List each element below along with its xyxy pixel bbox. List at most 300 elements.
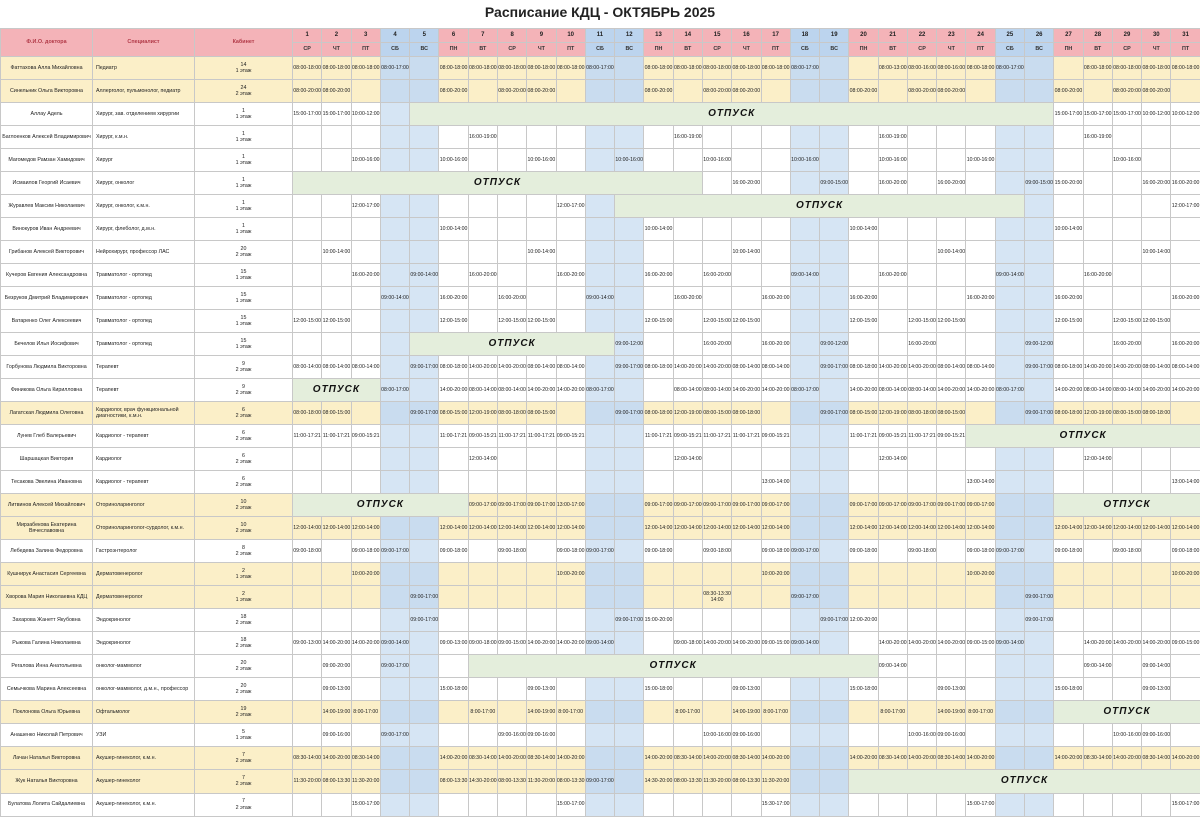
schedule-cell <box>497 218 526 241</box>
schedule-cell: 08:00-20:00 <box>1054 80 1083 103</box>
schedule-cell <box>878 310 907 333</box>
doctor-row <box>1 494 1200 517</box>
day-header: 16 <box>732 29 761 43</box>
schedule-cell <box>556 448 585 471</box>
schedule-cell: 08:00-18:00 <box>644 356 673 379</box>
schedule-cell: 16:00-20:00 <box>878 264 907 287</box>
schedule-cell <box>790 425 819 448</box>
schedule-cell: 09:00-17:00 <box>966 494 995 517</box>
schedule-cell <box>1142 218 1171 241</box>
schedule-cell <box>1054 586 1083 609</box>
schedule-cell: 09:00-17:00 <box>585 770 614 793</box>
vacation-cell: ОТПУСК <box>966 425 1200 448</box>
schedule-cell: 14:00-19:00 <box>732 701 761 724</box>
schedule-cell <box>351 471 380 494</box>
schedule-cell: 16:00-19:00 <box>1083 126 1112 149</box>
schedule-cell <box>1171 218 1200 241</box>
schedule-cell: 08:00-17:00 <box>585 379 614 402</box>
schedule-cell <box>468 241 497 264</box>
schedule-cell <box>1112 609 1141 632</box>
schedule-cell <box>615 241 644 264</box>
schedule-cell: 10:00-16:00 <box>351 149 380 172</box>
schedule-cell: 10:00-20:00 <box>761 563 790 586</box>
schedule-cell: 08:00-17:00 <box>380 379 409 402</box>
schedule-cell <box>790 678 819 701</box>
day-header: 10 <box>556 29 585 43</box>
schedule-cell <box>556 609 585 632</box>
schedule-cell <box>585 264 614 287</box>
schedule-cell <box>907 126 936 149</box>
schedule-cell <box>849 701 878 724</box>
schedule-cell <box>1083 724 1112 747</box>
doctor-row <box>1 195 1200 218</box>
schedule-cell <box>702 471 731 494</box>
schedule-cell: 11:30-20:00 <box>527 770 556 793</box>
schedule-cell <box>820 770 849 793</box>
schedule-cell <box>410 241 439 264</box>
schedule-cell <box>410 655 439 678</box>
schedule-cell: 09:00-17:00 <box>732 494 761 517</box>
doctor-row <box>1 701 1200 724</box>
schedule-cell <box>439 195 468 218</box>
schedule-cell: 09:00-17:00 <box>1025 356 1054 379</box>
schedule-cell: 09:00-17:00 <box>380 724 409 747</box>
schedule-cell: 08:00-18:00 <box>322 57 351 80</box>
schedule-cell: 08:00-16:00 <box>937 57 966 80</box>
schedule-cell <box>790 471 819 494</box>
schedule-cell <box>527 540 556 563</box>
schedule-cell <box>410 678 439 701</box>
doctor-specialty: Акушер-гинеколог, к.м.н. <box>93 747 195 770</box>
schedule-cell: 10:00-16:00 <box>966 149 995 172</box>
schedule-cell <box>849 126 878 149</box>
schedule-cell <box>1054 448 1083 471</box>
schedule-cell: 08:00-15:00 <box>702 402 731 425</box>
schedule-cell <box>351 609 380 632</box>
schedule-cell: 10:00-12:00 <box>351 103 380 126</box>
doctor-name: Синельник Ольга Викторовна <box>1 80 93 103</box>
schedule-cell <box>497 701 526 724</box>
schedule-cell: 15:00-17:00 <box>1171 793 1200 816</box>
schedule-cell: 08:00-18:00 <box>439 356 468 379</box>
schedule-cell <box>673 310 702 333</box>
schedule-cell: 08:00-13:30 <box>439 770 468 793</box>
schedule-cell: 14:00-20:00 <box>1112 356 1141 379</box>
schedule-cell: 09:00-14:00 <box>585 287 614 310</box>
schedule-cell <box>351 218 380 241</box>
schedule-cell <box>1083 218 1112 241</box>
schedule-cell: 09:00-13:00 <box>527 678 556 701</box>
schedule-cell <box>293 471 322 494</box>
schedule-cell <box>1025 149 1054 172</box>
schedule-cell: 08:30-14:00 <box>732 747 761 770</box>
schedule-cell <box>556 126 585 149</box>
schedule-cell: 14:00-20:00 <box>878 632 907 655</box>
schedule-cell: 12:00-14:00 <box>1083 448 1112 471</box>
schedule-cell: 12:00-14:00 <box>468 448 497 471</box>
schedule-cell <box>1054 609 1083 632</box>
doctor-specialty: Терапевт <box>93 379 195 402</box>
day-header: 30 <box>1142 29 1171 43</box>
schedule-cell: 09:00-17:00 <box>410 586 439 609</box>
schedule-cell <box>380 310 409 333</box>
schedule-cell: 08:00-18:00 <box>439 57 468 80</box>
schedule-cell <box>995 333 1024 356</box>
schedule-cell <box>790 517 819 540</box>
room-number: 15 1 этаж <box>195 287 293 310</box>
schedule-cell: 15:00-18:00 <box>849 678 878 701</box>
schedule-cell: 10:00-20:00 <box>966 563 995 586</box>
room-number: 14 1 этаж <box>195 57 293 80</box>
schedule-cell: 14:00-20:00 <box>907 356 936 379</box>
room-number: 24 2 этаж <box>195 80 293 103</box>
schedule-cell <box>820 701 849 724</box>
schedule-cell <box>1025 494 1054 517</box>
schedule-cell: 09:00-18:00 <box>1171 540 1200 563</box>
schedule-cell: 09:00-15:21 <box>673 425 702 448</box>
schedule-cell <box>907 586 936 609</box>
weekday-header: ПН <box>644 43 673 57</box>
schedule-cell: 09:00-17:00 <box>820 609 849 632</box>
schedule-cell <box>1142 448 1171 471</box>
doctor-row <box>1 678 1200 701</box>
schedule-cell <box>585 609 614 632</box>
schedule-cell <box>410 379 439 402</box>
schedule-cell: 14:00-20:00 <box>702 747 731 770</box>
schedule-cell <box>732 793 761 816</box>
schedule-cell <box>468 540 497 563</box>
doctor-row <box>1 563 1200 586</box>
schedule-cell <box>907 655 936 678</box>
schedule-cell <box>820 586 849 609</box>
doctor-specialty: Оториноларинголог-сурдолог, к.м.н. <box>93 517 195 540</box>
schedule-cell: 10:00-12:00 <box>1142 103 1171 126</box>
schedule-cell <box>1054 333 1083 356</box>
doctor-row <box>1 609 1200 632</box>
schedule-cell: 12:00-17:00 <box>556 195 585 218</box>
schedule-cell <box>615 379 644 402</box>
schedule-cell <box>995 678 1024 701</box>
schedule-cell <box>380 701 409 724</box>
schedule-cell <box>585 425 614 448</box>
schedule-cell <box>439 563 468 586</box>
schedule-cell <box>907 172 936 195</box>
schedule-cell: 8:00-17:00 <box>351 701 380 724</box>
doctor-name: Анашенко Николай Петрович <box>1 724 93 747</box>
schedule-cell <box>995 448 1024 471</box>
schedule-cell: 09:00-17:00 <box>527 494 556 517</box>
schedule-cell <box>849 632 878 655</box>
weekday-header: ВС <box>820 43 849 57</box>
schedule-cell: 08:00-20:00 <box>702 80 731 103</box>
schedule-cell <box>293 149 322 172</box>
weekday-header: ВТ <box>468 43 497 57</box>
schedule-cell <box>820 793 849 816</box>
schedule-cell <box>1112 471 1141 494</box>
schedule-cell: 09:00-17:00 <box>907 494 936 517</box>
schedule-cell <box>439 724 468 747</box>
schedule-cell: 12:00-15:00 <box>497 310 526 333</box>
schedule-cell <box>497 126 526 149</box>
schedule-cell: 16:00-20:00 <box>644 264 673 287</box>
schedule-cell <box>585 310 614 333</box>
schedule-cell: 09:00-18:00 <box>702 540 731 563</box>
schedule-cell <box>351 287 380 310</box>
schedule-cell: 08:00-14:00 <box>556 356 585 379</box>
schedule-cell <box>1083 241 1112 264</box>
schedule-cell <box>585 448 614 471</box>
day-header: 29 <box>1112 29 1141 43</box>
schedule-cell <box>293 793 322 816</box>
schedule-cell <box>410 701 439 724</box>
schedule-cell <box>820 241 849 264</box>
schedule-cell <box>322 448 351 471</box>
schedule-cell <box>732 287 761 310</box>
schedule-cell: 08:30-14:00 <box>878 747 907 770</box>
schedule-cell <box>790 747 819 770</box>
schedule-cell <box>937 264 966 287</box>
schedule-cell <box>907 793 936 816</box>
schedule-cell <box>585 356 614 379</box>
doctor-specialty: Акушер-гинеколог <box>93 770 195 793</box>
schedule-cell <box>966 678 995 701</box>
vacation-cell: ОТПУСК <box>293 379 381 402</box>
schedule-cell: 09:00-17:00 <box>702 494 731 517</box>
schedule-cell: 12:00-14:00 <box>1083 517 1112 540</box>
room-number: 6 2 этаж <box>195 402 293 425</box>
schedule-cell: 14:00-20:00 <box>849 379 878 402</box>
schedule-cell <box>468 678 497 701</box>
schedule-cell <box>615 678 644 701</box>
schedule-cell: 09:00-18:00 <box>439 540 468 563</box>
schedule-cell <box>849 333 878 356</box>
schedule-cell: 09:00-17:00 <box>380 655 409 678</box>
schedule-cell <box>1083 310 1112 333</box>
schedule-cell: 12:00-14:00 <box>322 517 351 540</box>
schedule-cell: 14:00-20:00 <box>1171 379 1200 402</box>
schedule-cell: 16:00-20:00 <box>702 264 731 287</box>
schedule-cell: 08:00-15:00 <box>527 402 556 425</box>
doctor-specialty: Дерматовенеролог <box>93 563 195 586</box>
schedule-cell: 08:00-20:00 <box>1112 80 1141 103</box>
schedule-cell: 08:00-14:00 <box>878 379 907 402</box>
day-header: 6 <box>439 29 468 43</box>
schedule-cell <box>380 218 409 241</box>
day-header: 5 <box>410 29 439 43</box>
schedule-cell <box>790 609 819 632</box>
schedule-cell <box>995 701 1024 724</box>
schedule-cell <box>1112 678 1141 701</box>
schedule-cell <box>468 218 497 241</box>
schedule-cell <box>820 126 849 149</box>
schedule-cell <box>497 563 526 586</box>
schedule-cell: 09:00-18:00 <box>966 540 995 563</box>
doctor-row <box>1 448 1200 471</box>
schedule-cell <box>293 241 322 264</box>
day-header: 1 <box>293 29 322 43</box>
schedule-cell <box>497 195 526 218</box>
schedule-cell: 10:00-16:00 <box>702 149 731 172</box>
doctor-specialty: Кардиолог - терапевт <box>93 425 195 448</box>
schedule-cell: 12:00-17:00 <box>351 195 380 218</box>
schedule-cell <box>1025 287 1054 310</box>
schedule-cell <box>790 448 819 471</box>
schedule-cell <box>1112 195 1141 218</box>
schedule-cell: 09:00-16:00 <box>322 724 351 747</box>
schedule-cell: 16:00-20:00 <box>907 333 936 356</box>
schedule-cell <box>615 517 644 540</box>
schedule-cell: 08:00-18:00 <box>702 57 731 80</box>
schedule-cell: 15:00-17:00 <box>966 793 995 816</box>
schedule-cell <box>702 126 731 149</box>
doctor-specialty: Травматолог - ортопед <box>93 264 195 287</box>
schedule-cell: 12:00-14:00 <box>497 517 526 540</box>
schedule-cell <box>702 448 731 471</box>
schedule-cell <box>1054 655 1083 678</box>
schedule-cell <box>790 80 819 103</box>
schedule-cell <box>849 563 878 586</box>
schedule-cell: 12:00-14:00 <box>849 517 878 540</box>
schedule-cell <box>1171 448 1200 471</box>
schedule-cell <box>322 287 351 310</box>
schedule-cell <box>673 149 702 172</box>
schedule-cell <box>585 678 614 701</box>
schedule-cell <box>907 701 936 724</box>
doctor-row <box>1 57 1200 80</box>
schedule-cell <box>410 195 439 218</box>
doctor-name: Регалова Инна Анатольевна <box>1 655 93 678</box>
schedule-cell <box>820 379 849 402</box>
schedule-cell <box>878 218 907 241</box>
room-number: 9 2 этаж <box>195 379 293 402</box>
doctor-row <box>1 103 1200 126</box>
schedule-cell <box>380 747 409 770</box>
schedule-cell: 08:00-13:30 <box>673 770 702 793</box>
schedule-cell <box>615 563 644 586</box>
schedule-cell: 08:00-18:00 <box>849 356 878 379</box>
schedule-cell: 08:00-18:00 <box>966 57 995 80</box>
schedule-cell <box>380 586 409 609</box>
schedule-cell: 11:00-17:21 <box>293 425 322 448</box>
vacation-cell: ОТПУСК <box>849 770 1200 793</box>
schedule-cell <box>527 287 556 310</box>
day-header: 19 <box>820 29 849 43</box>
schedule-cell <box>1142 195 1171 218</box>
schedule-cell <box>849 586 878 609</box>
schedule-cell <box>966 241 995 264</box>
schedule-cell <box>907 149 936 172</box>
schedule-cell <box>878 678 907 701</box>
schedule-cell: 11:00-17:21 <box>322 425 351 448</box>
schedule-cell: 12:00-15:00 <box>644 310 673 333</box>
schedule-cell: 08:00-14:00 <box>1112 379 1141 402</box>
schedule-cell: 8:00-17:00 <box>878 701 907 724</box>
schedule-cell: 08:00-14:00 <box>907 379 936 402</box>
schedule-cell: 14:00-20:00 <box>1083 632 1112 655</box>
schedule-cell: 08:00-14:00 <box>322 356 351 379</box>
schedule-cell: 16:00-20:00 <box>1112 333 1141 356</box>
day-header: 9 <box>527 29 556 43</box>
schedule-cell: 14:00-20:00 <box>878 356 907 379</box>
room-number: 1 1 этаж <box>195 103 293 126</box>
schedule-cell <box>644 793 673 816</box>
schedule-cell <box>527 586 556 609</box>
schedule-cell: 15:00-18:00 <box>644 678 673 701</box>
schedule-cell <box>702 609 731 632</box>
doctor-row <box>1 149 1200 172</box>
schedule-cell <box>820 494 849 517</box>
schedule-cell <box>673 80 702 103</box>
weekday-header: ВТ <box>878 43 907 57</box>
schedule-cell <box>351 448 380 471</box>
schedule-cell <box>937 609 966 632</box>
schedule-cell <box>937 586 966 609</box>
weekday-header: СР <box>293 43 322 57</box>
room-number: 7 2 этаж <box>195 793 293 816</box>
schedule-cell: 09:00-18:00 <box>644 540 673 563</box>
schedule-cell: 10:00-16:00 <box>1112 724 1141 747</box>
schedule-cell <box>380 126 409 149</box>
schedule-cell <box>790 793 819 816</box>
schedule-cell <box>1112 264 1141 287</box>
schedule-cell <box>380 356 409 379</box>
schedule-cell: 09:00-14:00 <box>380 632 409 655</box>
schedule-cell <box>410 287 439 310</box>
schedule-cell <box>937 287 966 310</box>
vacation-cell: ОТПУСК <box>410 103 1054 126</box>
schedule-cell <box>937 218 966 241</box>
schedule-cell <box>849 172 878 195</box>
schedule-cell: 14:00-20:00 <box>702 632 731 655</box>
schedule-cell: 14:00-20:00 <box>673 356 702 379</box>
schedule-cell: 12:00-15:00 <box>1142 310 1171 333</box>
day-header: 20 <box>849 29 878 43</box>
weekday-header: ПТ <box>556 43 585 57</box>
schedule-cell <box>1142 563 1171 586</box>
schedule-cell <box>644 379 673 402</box>
schedule-cell <box>1083 609 1112 632</box>
schedule-cell: 16:00-20:00 <box>1083 264 1112 287</box>
schedule-cell <box>351 241 380 264</box>
schedule-cell <box>1025 379 1054 402</box>
schedule-cell <box>732 264 761 287</box>
schedule-cell: 08:00-14:00 <box>293 356 322 379</box>
schedule-cell <box>439 586 468 609</box>
schedule-cell: 11:30-20:00 <box>351 770 380 793</box>
schedule-cell <box>732 448 761 471</box>
room-number: 2 1 этаж <box>195 586 293 609</box>
schedule-cell: 09:00-18:00 <box>1112 540 1141 563</box>
schedule-cell <box>380 448 409 471</box>
schedule-cell <box>1112 793 1141 816</box>
schedule-cell <box>849 57 878 80</box>
schedule-cell <box>293 195 322 218</box>
schedule-cell: 09:00-17:00 <box>1025 609 1054 632</box>
schedule-cell: 08:00-14:00 <box>351 356 380 379</box>
schedule-cell: 12:00-14:00 <box>907 517 936 540</box>
schedule-cell: 08:00-18:00 <box>293 57 322 80</box>
schedule-cell <box>878 586 907 609</box>
schedule-cell <box>820 632 849 655</box>
schedule-cell <box>937 540 966 563</box>
schedule-cell: 8:00-17:00 <box>761 701 790 724</box>
schedule-cell <box>673 609 702 632</box>
schedule-cell: 12:00-14:00 <box>673 448 702 471</box>
weekday-header: ВС <box>1025 43 1054 57</box>
schedule-cell <box>410 793 439 816</box>
schedule-cell: 14:00-20:00 <box>937 379 966 402</box>
schedule-cell: 09:00-17:00 <box>410 609 439 632</box>
